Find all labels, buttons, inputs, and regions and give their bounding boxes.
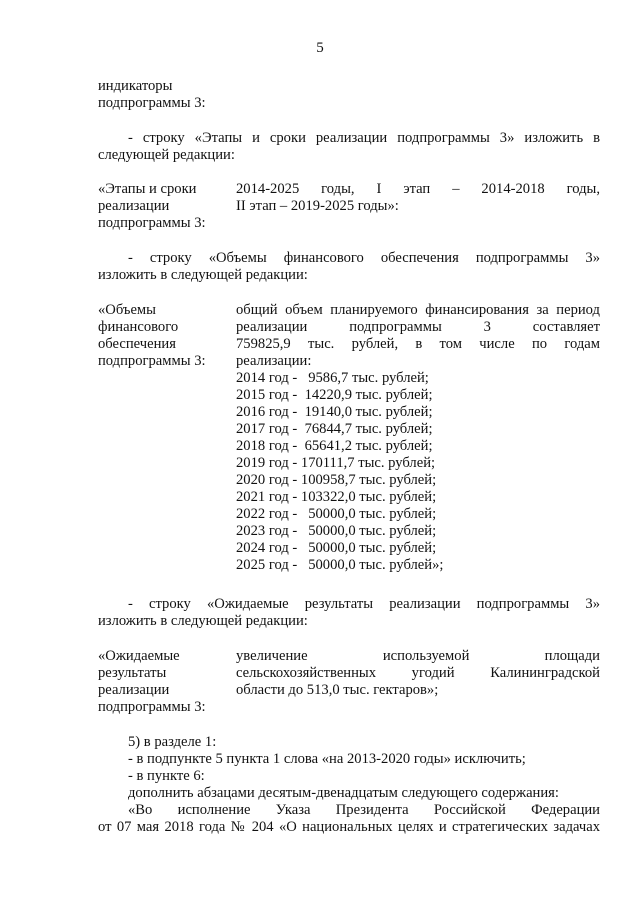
- stages-label: подпрограммы 3:: [98, 215, 206, 231]
- stages-label: реализации: [98, 198, 170, 214]
- funding-year-row: 2021 год - 103322,0 тыс. рублей;: [236, 489, 437, 505]
- funding-label: «Объемы: [98, 302, 156, 318]
- funding-year-row: 2020 год - 100958,7 тыс. рублей;: [236, 472, 437, 488]
- section-line: «Во исполнение Указа Президента Российской Федерации: [128, 802, 600, 818]
- funding-year-row: 2016 год - 19140,0 тыс. рублей;: [236, 404, 433, 420]
- results-value: увеличение используемой площади: [236, 648, 600, 664]
- funding-instruction: - строку «Объемы финансового обеспечения подпрограммы 3»: [128, 250, 600, 266]
- funding-label: обеспечения: [98, 336, 176, 352]
- funding-year-row: 2018 год - 65641,2 тыс. рублей;: [236, 438, 433, 454]
- results-instruction: - строку «Ожидаемые результаты реализации подпрограммы 3»: [128, 596, 600, 612]
- funding-year-row: 2022 год - 50000,0 тыс. рублей;: [236, 506, 437, 522]
- funding-label: подпрограммы 3:: [98, 353, 206, 369]
- funding-year-row: 2014 год - 9586,7 тыс. рублей;: [236, 370, 429, 386]
- stages-value: 2014-2025 годы, I этап – 2014-2018 годы,: [236, 181, 600, 197]
- stages-value: II этап – 2019-2025 годы»:: [236, 198, 399, 214]
- results-label: реализации: [98, 682, 170, 698]
- results-label: результаты: [98, 665, 167, 681]
- indicators-label-line: индикаторы: [98, 78, 173, 94]
- page-number: 5: [316, 40, 324, 56]
- section-line: - в пункте 6:: [128, 768, 205, 784]
- funding-value: общий объем планируемого финансирования за период: [236, 302, 600, 318]
- funding-year-row: 2017 год - 76844,7 тыс. рублей;: [236, 421, 433, 437]
- section-heading: 5) в разделе 1:: [128, 734, 217, 750]
- section-line: от 07 мая 2018 года № 204 «О национальных целях и стратегических задачах: [98, 819, 600, 835]
- funding-value: реализации подпрограммы 3 составляет: [236, 319, 600, 335]
- funding-year-row: 2023 год - 50000,0 тыс. рублей;: [236, 523, 437, 539]
- funding-year-row: 2019 год - 170111,7 тыс. рублей;: [236, 455, 436, 471]
- results-label: подпрограммы 3:: [98, 699, 206, 715]
- funding-year-row: 2024 год - 50000,0 тыс. рублей;: [236, 540, 437, 556]
- section-line: дополнить абзацами десятым-двенадцатым следующего содержания:: [128, 785, 559, 801]
- indicators-label-line: подпрограммы 3:: [98, 95, 206, 111]
- funding-value: 759825,9 тыс. рублей, в том числе по годам: [236, 336, 600, 352]
- funding-label: финансового: [98, 319, 179, 335]
- section-line: - в подпункте 5 пункта 1 слова «на 2013-2020 годы» исключить;: [128, 751, 526, 767]
- results-value: области до 513,0 тыс. гектаров»;: [236, 682, 439, 698]
- results-instruction-cont: изложить в следующей редакции:: [98, 613, 308, 629]
- funding-year-row: 2015 год - 14220,9 тыс. рублей;: [236, 387, 433, 403]
- stages-instruction-cont: следующей редакции:: [98, 147, 235, 163]
- stages-instruction: - строку «Этапы и сроки реализации подпрограммы 3» изложить в: [128, 130, 600, 146]
- funding-instruction-cont: изложить в следующей редакции:: [98, 267, 308, 283]
- funding-value: реализации:: [236, 353, 312, 369]
- stages-label: «Этапы и сроки: [98, 181, 197, 197]
- results-value: сельскохозяйственных угодий Калининградской: [236, 665, 600, 681]
- results-label: «Ожидаемые: [98, 648, 180, 664]
- funding-year-row: 2025 год - 50000,0 тыс. рублей»;: [236, 557, 444, 573]
